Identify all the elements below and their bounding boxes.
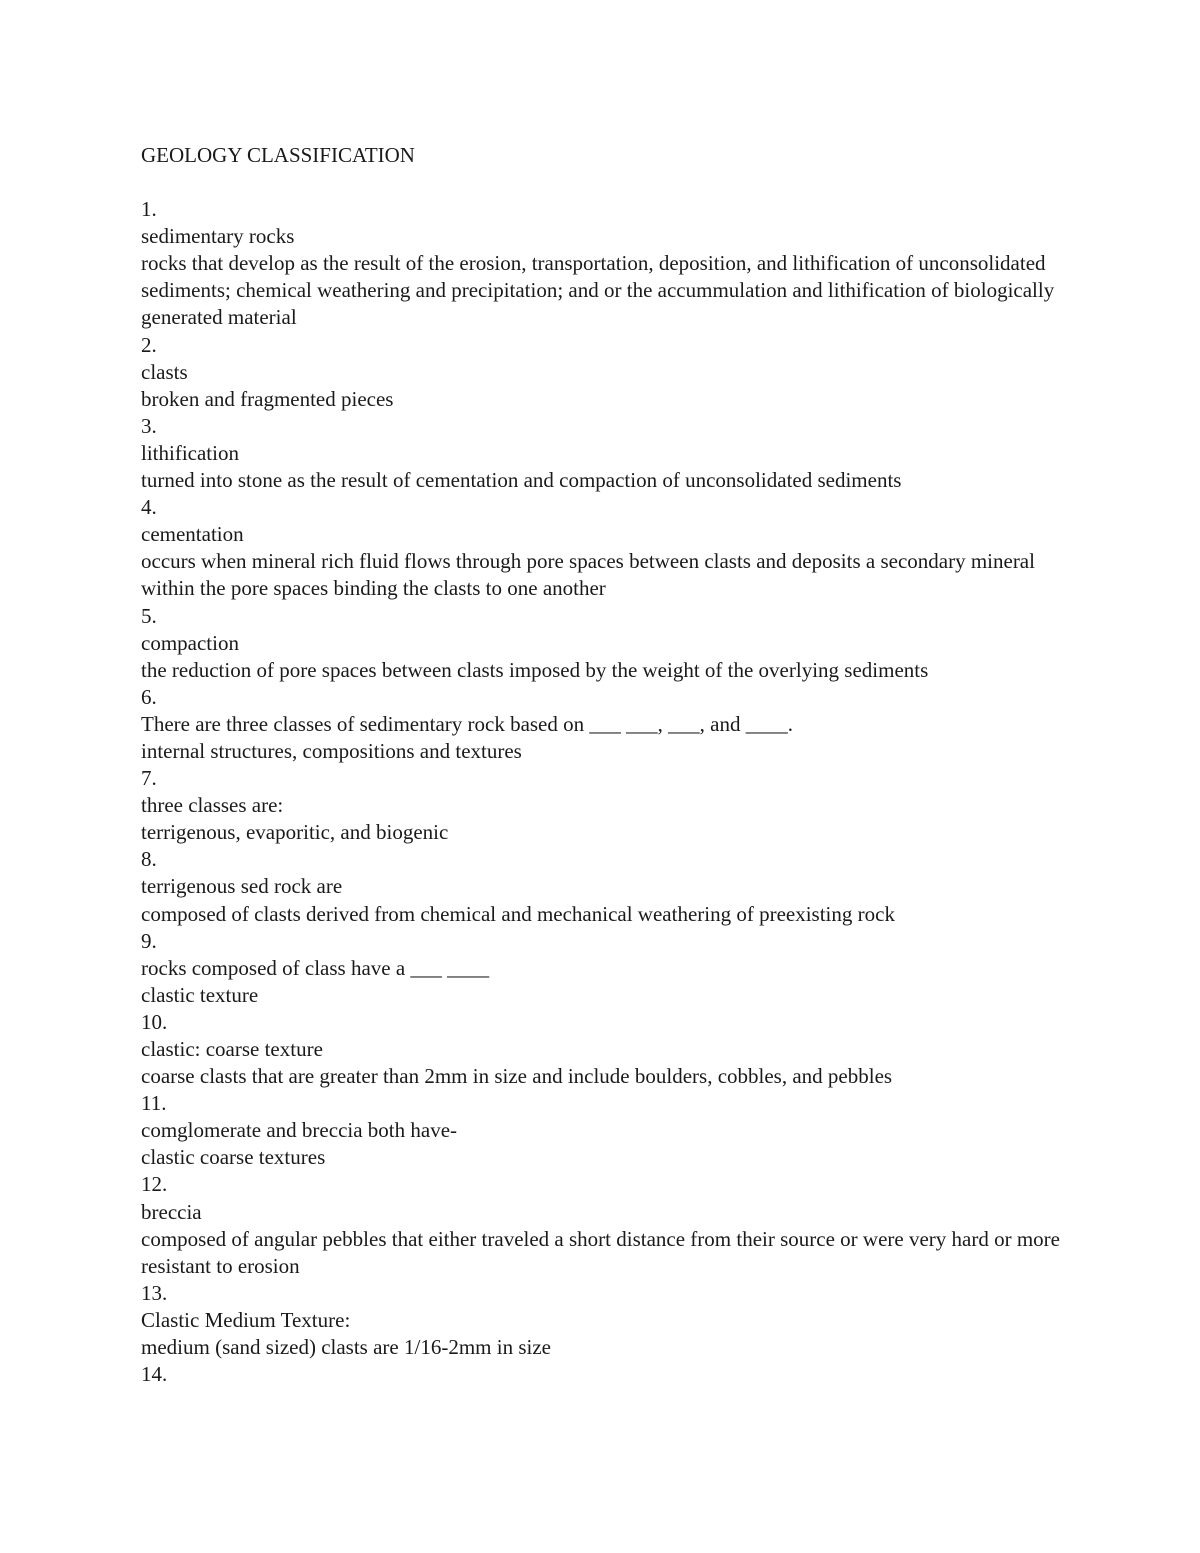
- entry: [141, 332, 1061, 413]
- entry-definition: broken and fragmented pieces: [141, 386, 394, 411]
- entry-number: 1.: [141, 197, 157, 222]
- entry-definition: terrigenous, evaporitic, and biogenic: [141, 820, 449, 845]
- entry-term: breccia: [141, 1199, 202, 1224]
- entry: [141, 1280, 1061, 1361]
- entry: [141, 603, 1061, 684]
- entry-term: lithification: [141, 440, 239, 465]
- trailing-entry-number: 14.: [141, 1362, 168, 1387]
- entry-number: 2.: [141, 332, 157, 357]
- entry: [141, 1171, 1061, 1279]
- entry-definition: composed of clasts derived from chemical and mechanical weathering of preexisting rock: [141, 901, 895, 926]
- entry: [141, 928, 1061, 1009]
- entry-number: 4.: [141, 495, 157, 520]
- entry-definition: clastic coarse textures: [141, 1145, 326, 1170]
- entry-term: terrigenous sed rock are: [141, 874, 343, 899]
- entry-definition: clastic texture: [141, 982, 259, 1007]
- entry-number: 12.: [141, 1172, 168, 1197]
- entry: [141, 846, 1061, 927]
- entry-term: clasts: [141, 359, 188, 384]
- entry-term: sedimentary rocks: [141, 224, 295, 249]
- entry-term: comglomerate and breccia both have-: [141, 1118, 458, 1143]
- entry-number: 7.: [141, 766, 157, 791]
- entry: [141, 196, 1061, 331]
- entry-number: 5.: [141, 603, 157, 628]
- entry-term: three classes are:: [141, 793, 284, 818]
- entry-term: compaction: [141, 630, 239, 655]
- entry-definition: the reduction of pore spaces between clasts imposed by the weight of the overlying sediments: [141, 657, 929, 682]
- entry: [141, 1009, 1061, 1090]
- entry-definition: occurs when mineral rich fluid flows through pore spaces between clasts and deposits a secondary mineral within the pore spaces binding the clasts to one another: [141, 549, 1035, 601]
- entry-term: rocks composed of class have a ___ ____: [141, 955, 490, 980]
- entry: [141, 413, 1061, 494]
- entry-definition: rocks that develop as the result of the erosion, transportation, deposition, and lithification of unconsolidated sediments; chemical weathering and precipitation; and or the accummulation and lithification of biologically generated material: [141, 251, 1055, 330]
- entry: [141, 684, 1061, 765]
- entry-number: 3.: [141, 413, 157, 438]
- entry-definition: medium (sand sized) clasts are 1/16-2mm in size: [141, 1335, 551, 1360]
- document-title: GEOLOGY CLASSIFICATION: [141, 143, 415, 167]
- entry-number: 6.: [141, 684, 157, 709]
- entry-definition: composed of angular pebbles that either traveled a short distance from their source or were very hard or more resistant to erosion: [141, 1226, 1060, 1278]
- entry-definition: coarse clasts that are greater than 2mm in size and include boulders, cobbles, and pebbles: [141, 1064, 893, 1089]
- entry-term: There are three classes of sedimentary rock based on ___ ___, ___, and ____.: [141, 711, 793, 736]
- entry-definition: turned into stone as the result of cementation and compaction of unconsolidated sediments: [141, 468, 902, 493]
- entry-number: 13.: [141, 1280, 168, 1305]
- entry-number: 8.: [141, 847, 157, 872]
- entry: [141, 494, 1061, 602]
- entry: [141, 765, 1061, 846]
- entry-number: 9.: [141, 928, 157, 953]
- entry-number: 10.: [141, 1009, 168, 1034]
- entry-term: clastic: coarse texture: [141, 1037, 323, 1061]
- entry-number: 11.: [141, 1091, 167, 1116]
- entry-definition: internal structures, compositions and textures: [141, 738, 522, 763]
- entry: [141, 1090, 1061, 1171]
- entry-term: cementation: [141, 522, 244, 547]
- document-content: [141, 142, 1061, 1388]
- entry-term: Clastic Medium Texture:: [141, 1307, 351, 1332]
